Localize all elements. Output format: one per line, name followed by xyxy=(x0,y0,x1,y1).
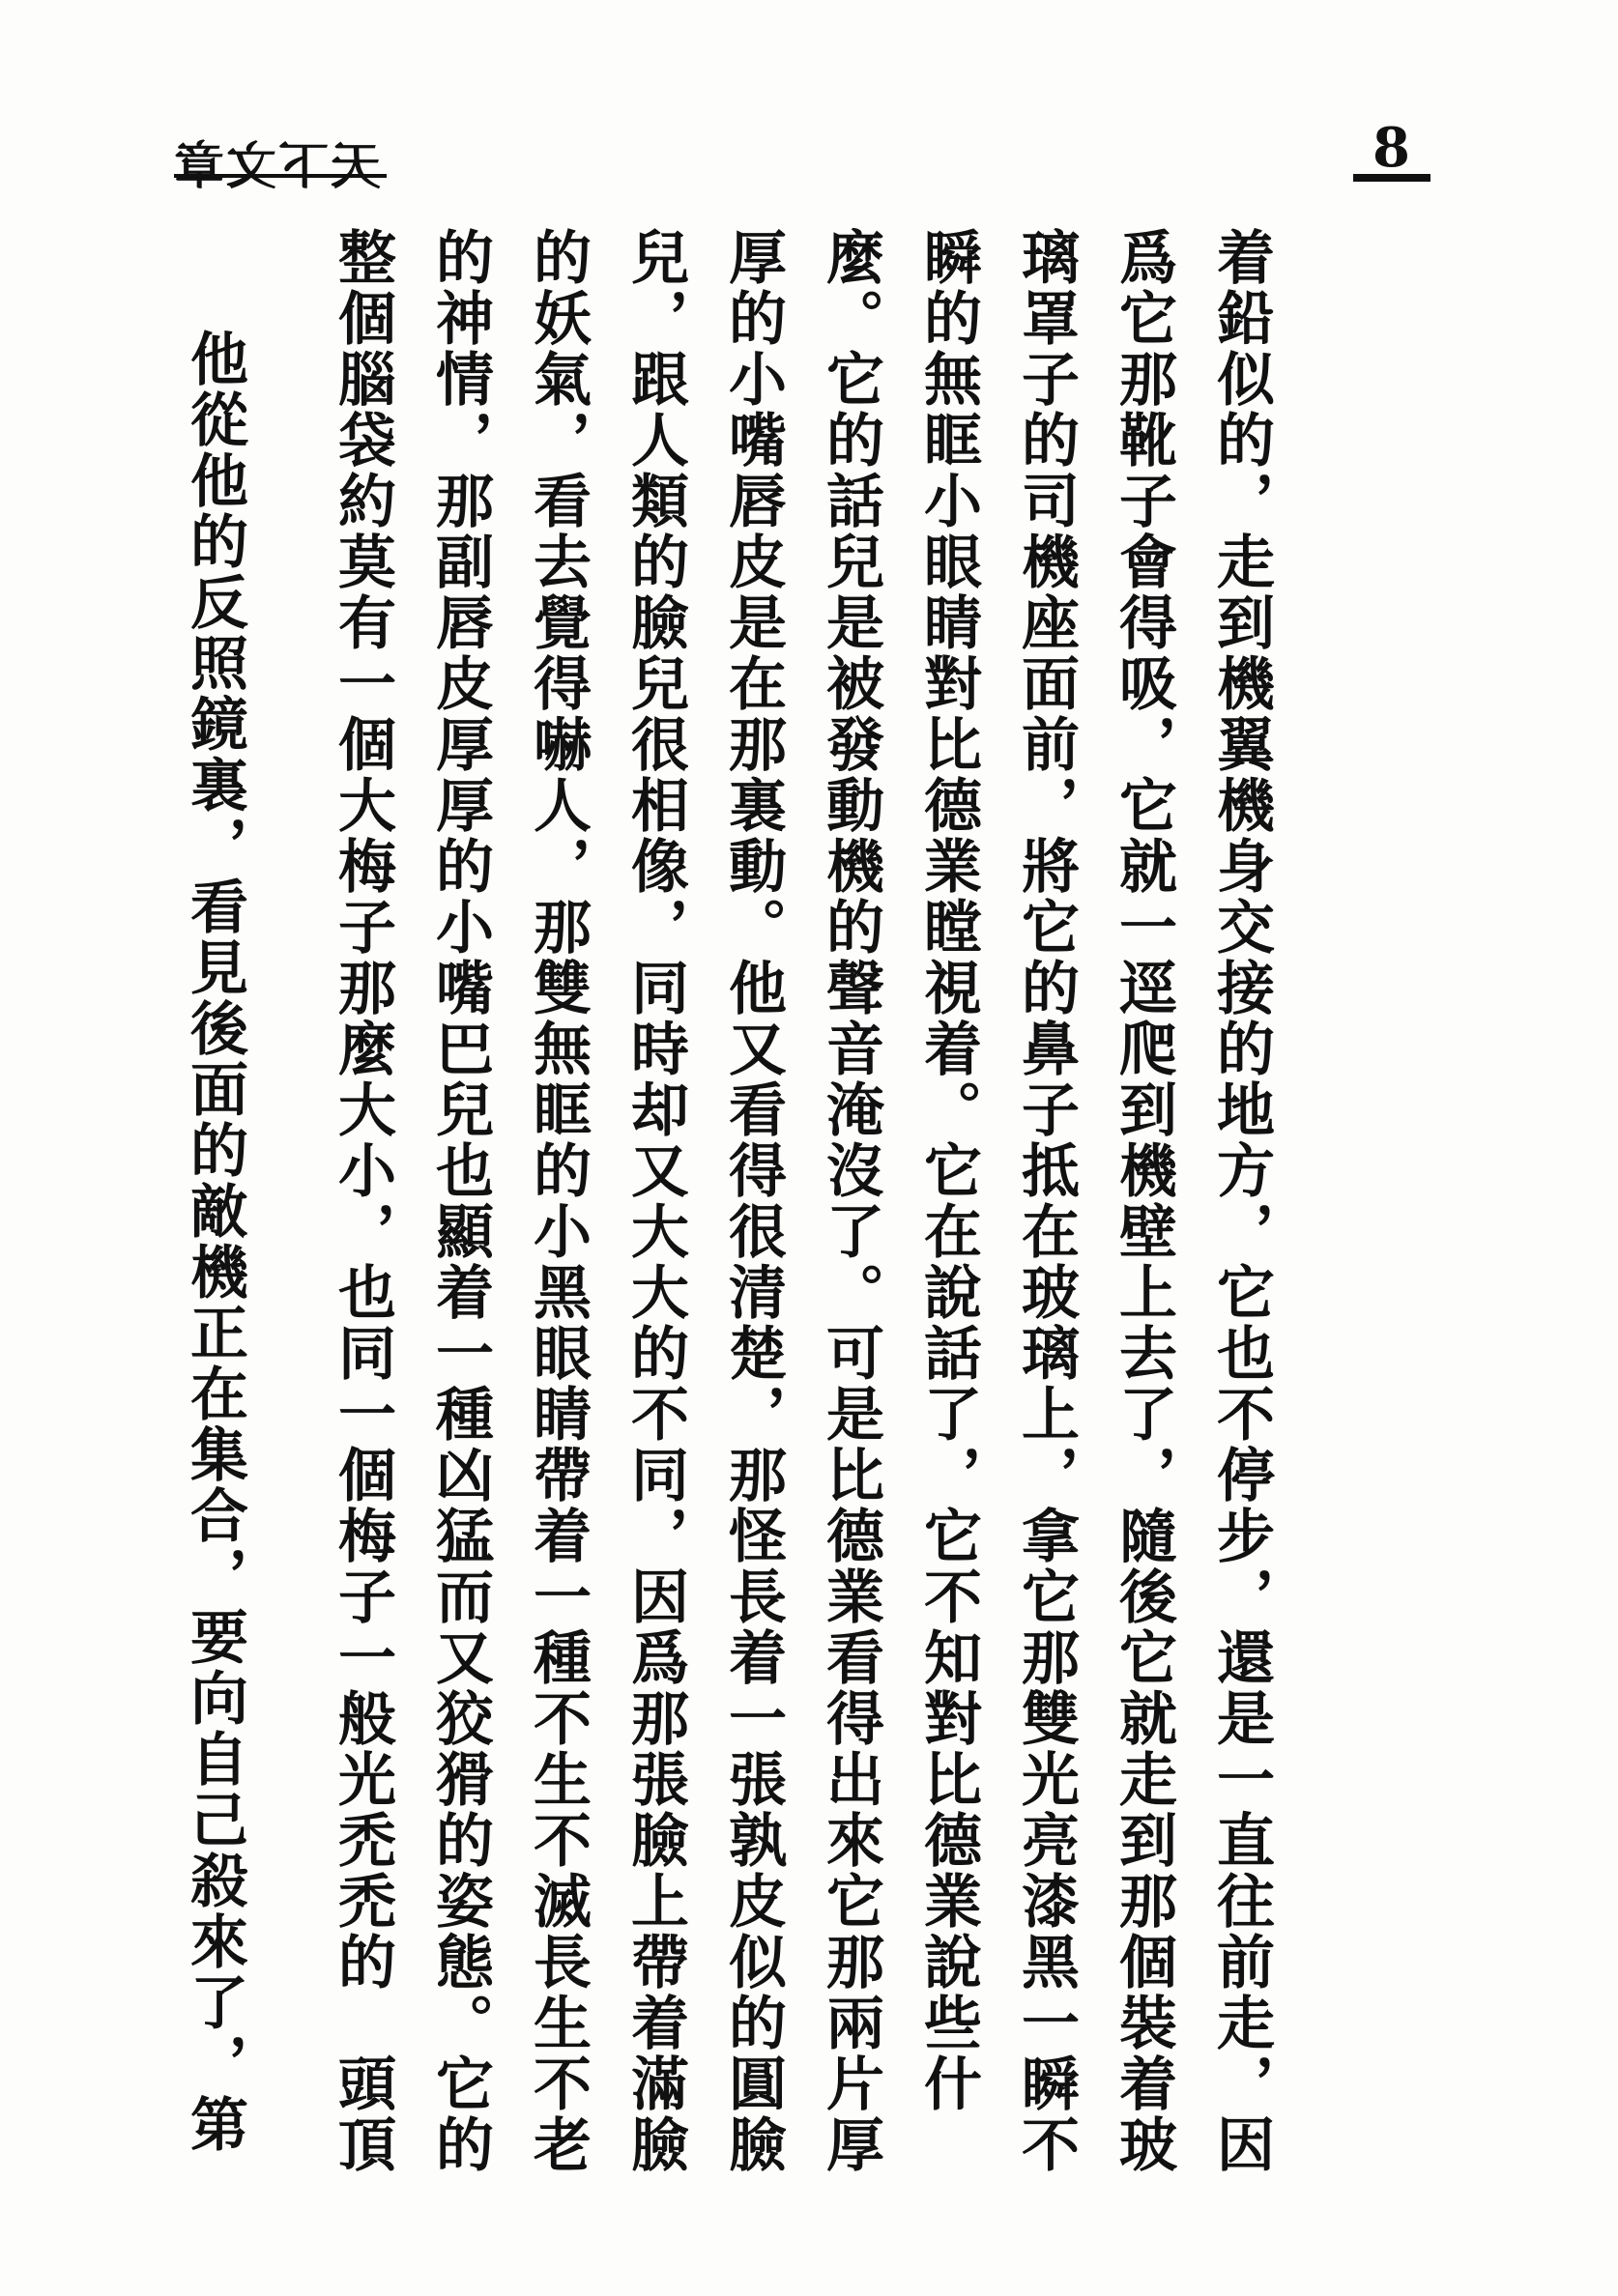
body-text xyxy=(323,227,1289,2208)
page-number: 8 xyxy=(1372,116,1410,180)
last-column-text: 他從他的反照鏡裏，看見後面的敵機正在集合，要向自己殺來了，第 xyxy=(181,329,248,2155)
paragraph: 着鉛似的，走到機翼機身交接的地方，它也不停步，還是一直往前走，因爲它那靴子會得吸，它就一逕爬到機壁上去了，隨後它就走到那個裝着玻璃罩子的司機座面前，將它的鼻子抵在玻璃上，拿它那雙光亮漆黑一瞬不瞬的無眶小眼睛對比德業瞠視着。它在說話了，它不知對比德業說些什麼。它的話兒是被發動機的聲音淹沒了。可是比德業看得出來它那兩片厚厚的小嘴唇皮是在那裏動。他又看得很清楚，那怪長着一張孰皮似的圓臉兒，跟人類的臉兒很相像，同時却又大大的不同，因爲那張臉上帶着滿臉的妖氣，看去覺得嚇人，那雙無眶的小黑眼睛帶着一種不生不滅長生不老的神情，那副唇皮厚厚的小嘴巴兒也顯着一種凶猛而又狡猾的姿態。它的整個腦袋約莫有一個大梅子那麼大小，也同一個梅子一般光禿禿的 頭頂 xyxy=(329,227,1275,2175)
running-header-title: 天下文章 xyxy=(171,137,381,196)
